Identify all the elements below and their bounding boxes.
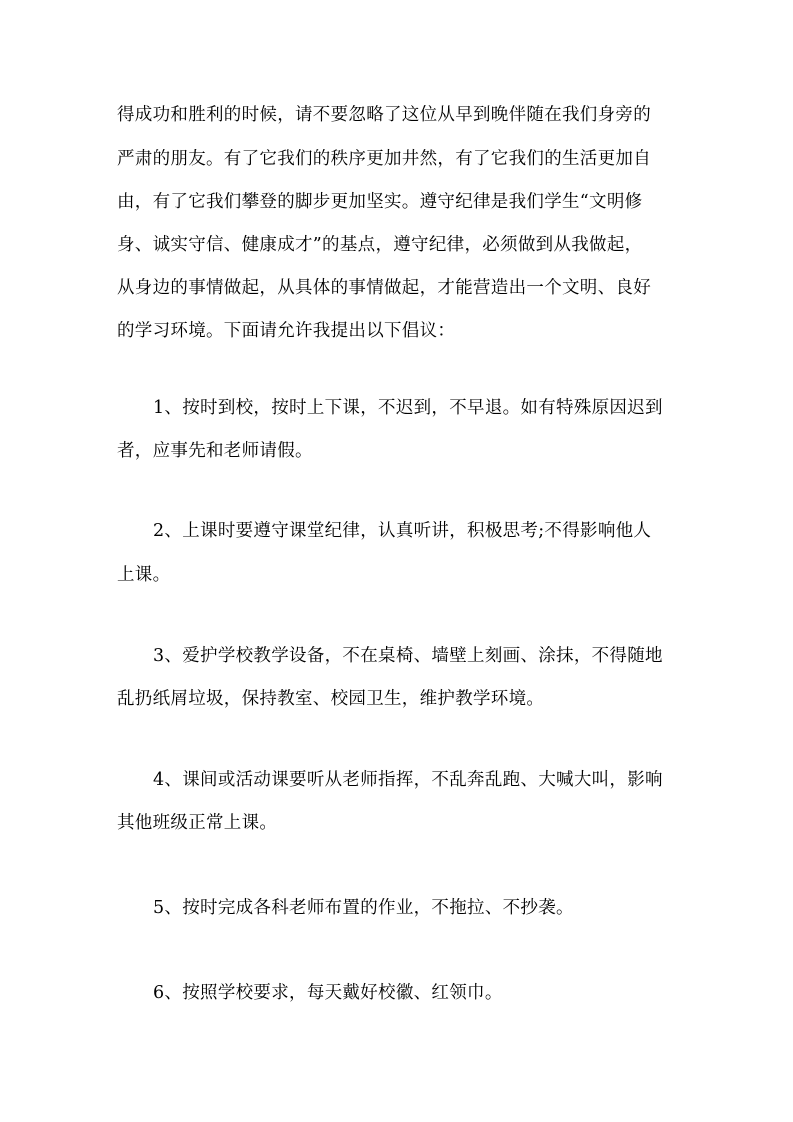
list-item-5-line-1: 5、按时完成各科老师布置的作业，不拖拉、不抄袭。 <box>153 898 574 918</box>
list-item-3-line-2: 乱扔纸屑垃圾，保持教室、校园卫生，维护教学环境。 <box>117 689 545 709</box>
intro-line: 由，有了它我们攀登的脚步更加坚实。遵守纪律是我们学生“文明修 <box>117 192 643 212</box>
intro-line: 身、诚实守信、健康成才”的基点，遵守纪律，必须做到从我做起， <box>117 235 643 255</box>
list-item-3-line-1: 3、爱护学校教学设备，不在桌椅、墙壁上刻画、涂抹，不得随地 <box>153 646 663 666</box>
list-item-4-line-1: 4、课间或活动课要听从老师指挥，不乱奔乱跑、大喊大叫，影响 <box>153 770 663 790</box>
list-item-6-line-1: 6、按照学校要求，每天戴好校徽、红领巾。 <box>153 983 503 1003</box>
intro-line: 从身边的事情做起，从具体的事情做起，才能营造出一个文明、良好 <box>117 278 651 298</box>
list-item-4-line-2: 其他班级正常上课。 <box>117 813 278 833</box>
list-item-1-line-2: 者，应事先和老师请假。 <box>117 441 313 461</box>
list-item-2-line-2: 上课。 <box>117 565 171 585</box>
list-item-1-line-1: 1、按时到校，按时上下课，不迟到，不早退。如有特殊原因迟到 <box>153 398 663 418</box>
list-item-2-line-1: 2、上课时要遵守课堂纪律，认真听讲，积极思考;不得影响他人 <box>153 521 652 541</box>
intro-line: 的学习环境。下面请允许我提出以下倡议： <box>117 321 456 341</box>
intro-line: 得成功和胜利的时候，请不要忽略了这位从早到晚伴随在我们身旁的 <box>117 105 651 125</box>
intro-line: 严肃的朋友。有了它我们的秩序更加井然，有了它我们的生活更加自 <box>117 149 651 169</box>
